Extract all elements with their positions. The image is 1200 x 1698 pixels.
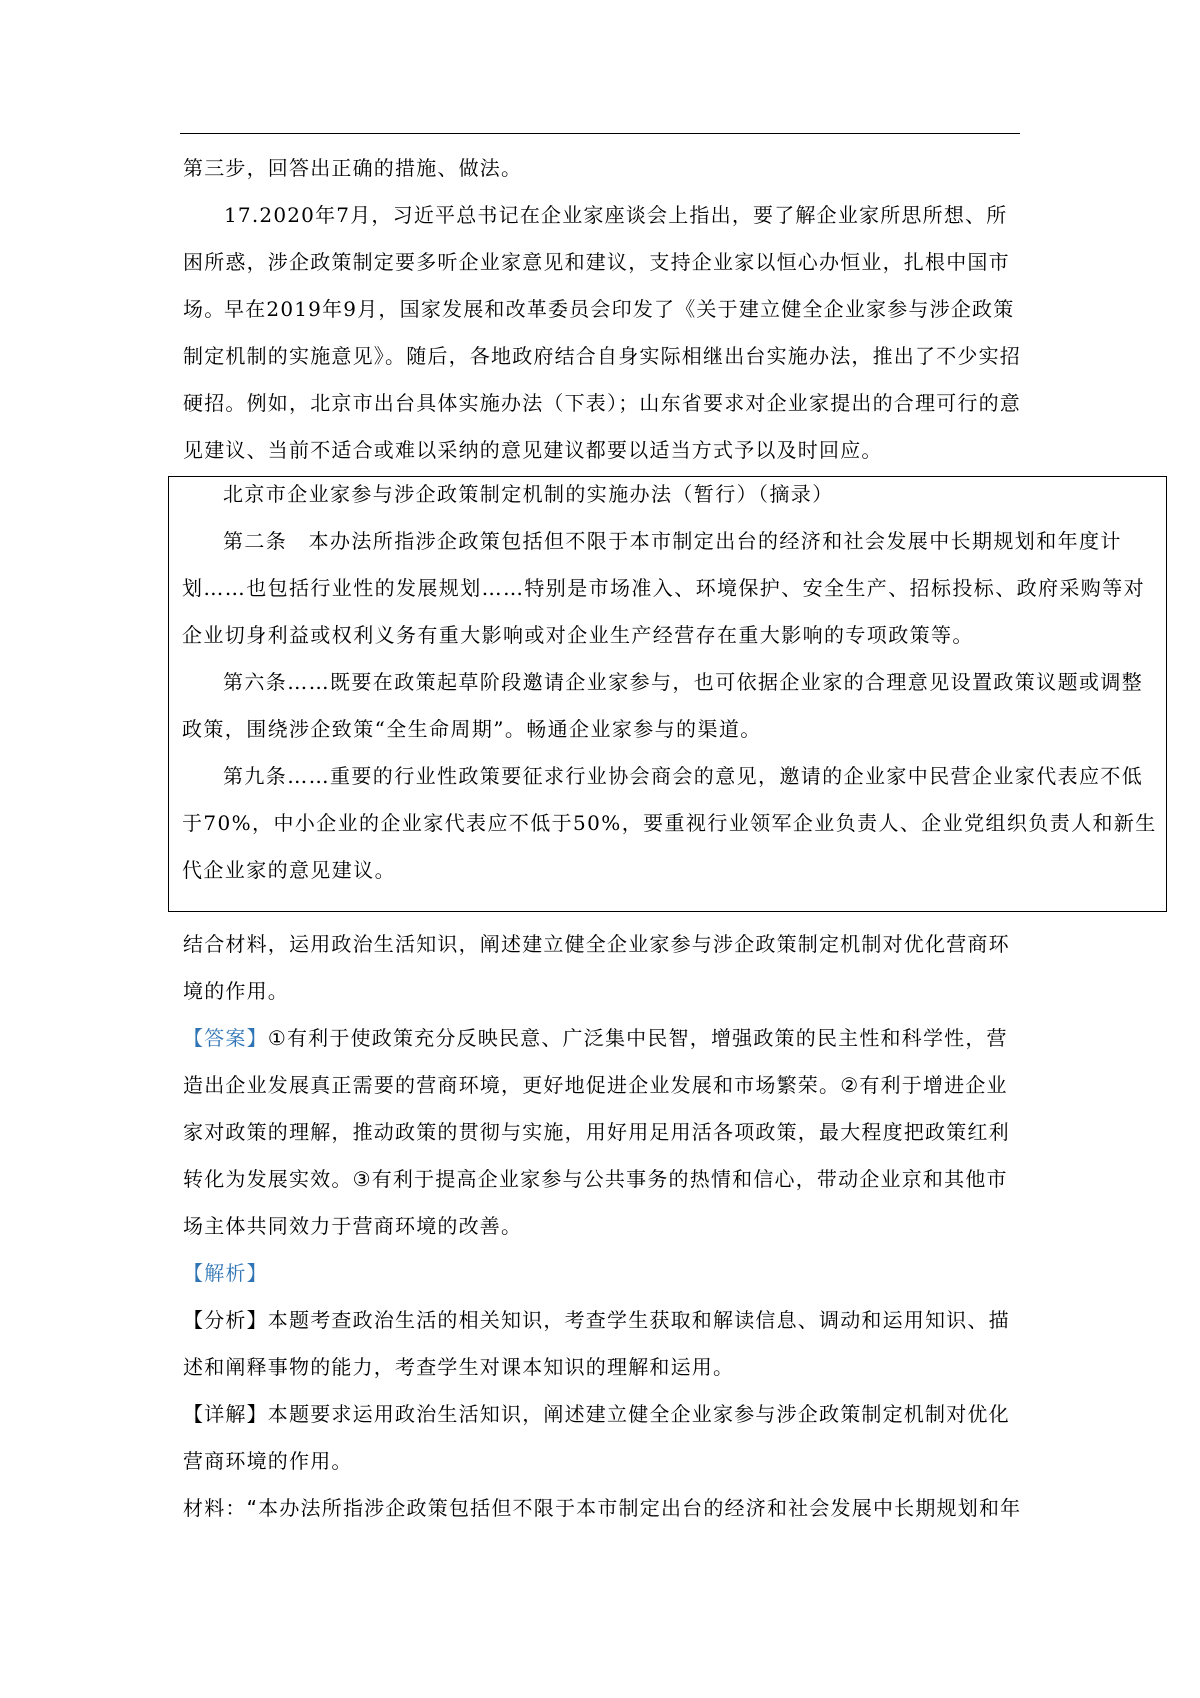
- excerpt-article-9: 第九条……重要的行业性政策要征求行业协会商会的意见，邀请的企业家中民营企业家代表应不低于70%，中小企业的企业家代表应不低于50%，要重视行业领军企业负责人、企业党组织负责人和新生代企业家的意见建议。: [182, 764, 1157, 882]
- answer-tag: 【答案】: [183, 1026, 268, 1050]
- analysis-tag: 【解析】: [183, 1261, 268, 1285]
- analysis-fenxi: 【分析】本题考查政治生活的相关知识，考查学生获取和解读信息、调动和运用知识、描述和阐释事物的能力，考查学生对课本知识的理解和运用。: [183, 1308, 1010, 1379]
- excerpt-article-2: 第二条 本办法所指涉企政策包括但不限于本市制定出台的经济和社会发展中长期规划和年度计划……也包括行业性的发展规划……特别是市场准入、环境保护、安全生产、招标投标、政府采购等对企业切身利益或权利义务有重大影响或对企业生产经营存在重大影响的专项政策等。: [182, 529, 1145, 647]
- answer-text: ①有利于使政策充分反映民意、广泛集中民智，增强政策的民主性和科学性，营造出企业发展真正需要的营商环境，更好地促进企业发展和市场繁荣。②有利于增进企业家对政策的理解，推动政策的贯彻与实施，用好用足用活各项政策，最大程度把政策红利转化为发展实效。③有利于提高企业家参与公共事务的热情和信心，带动企业京和其他市场主体共同效力于营商环境的改善。: [183, 1026, 1010, 1238]
- answer-block: [183, 1015, 1023, 1250]
- question-paragraph-2: 早在2019年9月，国家发展和改革委员会印发了《关于建立健全企业家参与涉企政策制定机制的实施意见》。随后，各地政府结合自身实际相继出台实施办法，推出了不少实招硬招。例如，北京市出台具体实施办法（下表）；山东省要求对企业家提出的合理可行的意见建议、当前不适合或难以采纳的意见建议都要以适当方式予以及时回应。: [183, 297, 1021, 462]
- intro-step: 第三步，回答出正确的措施、做法。: [183, 156, 523, 180]
- excerpt-title: 北京市企业家参与涉企政策制定机制的实施办法（暂行）（摘录）: [223, 482, 834, 506]
- material-quote: 材料：“本办法所指涉企政策包括但不限于本市制定出台的经济和社会发展中长期规划和年: [183, 1496, 1022, 1520]
- question-paragraph-1: 17.2020年7月，习近平总书记在企业家座谈会上指出，要了解企业家所思所想、所困所惑，涉企政策制定要多听企业家意见和建议，支持企业家以恒心办恒业，扎根中国市场。: [183, 203, 1010, 321]
- question-prompt: 结合材料，运用政治生活知识，阐述建立健全企业家参与涉企政策制定机制对优化营商环境的作用。: [183, 932, 1010, 1003]
- header-rule: [180, 133, 1020, 134]
- analysis-xiangjie: 【详解】本题要求运用政治生活知识，阐述建立健全企业家参与涉企政策制定机制对优化营商环境的作用。: [183, 1402, 1010, 1473]
- excerpt-article-6: 第六条……既要在政策起草阶段邀请企业家参与，也可依据企业家的合理意见设置政策议题或调整政策，围绕涉企致策“全生命周期”。畅通企业家参与的渠道。: [182, 670, 1144, 741]
- excerpt-box: [168, 476, 1167, 912]
